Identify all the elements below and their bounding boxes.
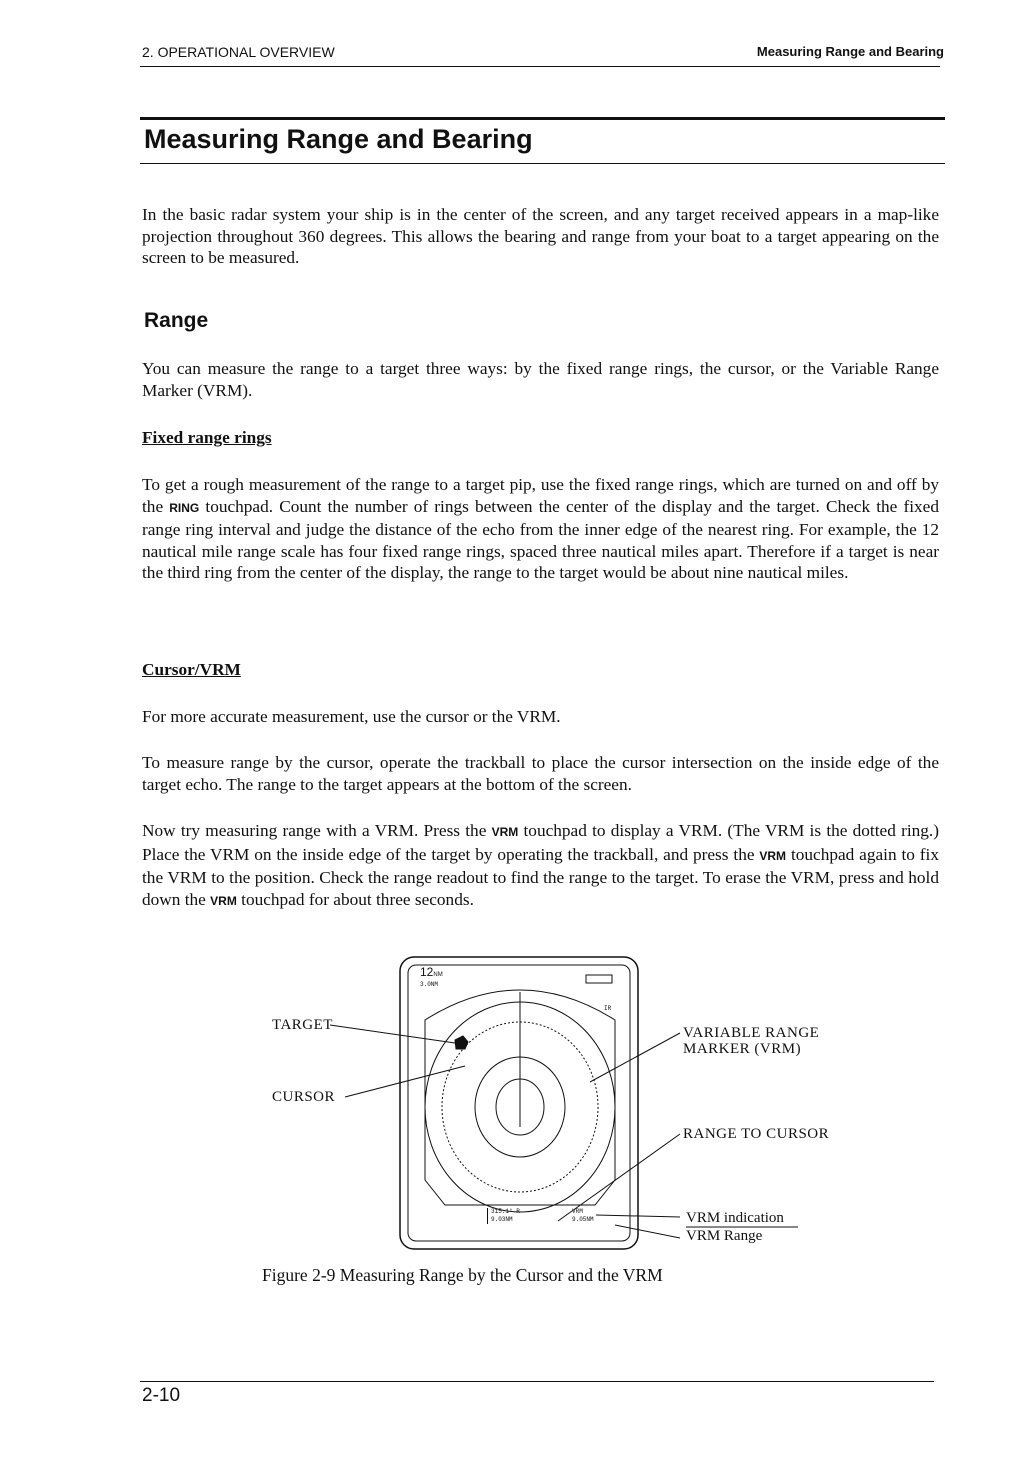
subheading-fixed-range-rings: Fixed range rings (142, 428, 272, 447)
vrm-readout: VRM 9.05NM (572, 1208, 594, 1223)
cursor-paragraph-1: For more accurate measurement, use the cursor or the VRM. (142, 707, 561, 726)
label-target: TARGET (272, 1017, 333, 1033)
label-cursor: CURSOR (272, 1089, 336, 1105)
subheading-cursor-vrm: Cursor/VRM (142, 660, 241, 679)
vrm-paragraph: Now try measuring range with a VRM. Press the VRM touchpad to display a VRM. (The VRM is the dotted ring.) Place the VRM on the inside edge of the target by operating the trackball, and press the VRM touchpad again to fix the VRM to the position. Check the range readout to find the range to the target. To erase the VRM, press and hold down the VRM touchpad for about three seconds. (142, 821, 939, 909)
intro-paragraph: In the basic radar system your ship is in the center of the screen, and any target received appears in a map-like projection throughout 360 degrees. This allows the bearing and range from your boat to a target appearing on the screen to be measured. (142, 205, 939, 267)
target-echo (455, 1036, 468, 1049)
radar-range-readout: 12NM (420, 965, 443, 979)
section-heading-range: Range (144, 309, 209, 332)
label-vrm-indication: VRM indication (686, 1210, 784, 1226)
indicator-box (586, 975, 612, 983)
range-paragraph: You can measure the range to a target three ways: by the fixed range rings, the cursor, or the Variable Range Marker (VRM). (142, 359, 939, 400)
vrm-range-leader (615, 1225, 680, 1238)
cursor-leader (345, 1066, 465, 1097)
label-vrm: VARIABLE RANGE MARKER (VRM) (683, 1025, 820, 1057)
page-title: Measuring Range and Bearing (144, 124, 533, 154)
label-vrm-range: VRM Range (686, 1228, 763, 1244)
label-range-to-cursor: RANGE TO CURSOR (683, 1126, 830, 1142)
target-leader (330, 1025, 455, 1043)
footer-divider (140, 1381, 934, 1382)
page-number: 2-10 (142, 1385, 181, 1406)
cursor-readout: 315.1° R 9.03NM (487, 1208, 520, 1224)
running-header-left: 2. OPERATIONAL OVERVIEW (142, 44, 335, 60)
ring-interval-readout: 3.0NM (420, 981, 439, 988)
running-header-right: Measuring Range and Bearing (756, 44, 944, 59)
cursor-paragraph-2: To measure range by the cursor, operate the trackball to place the cursor intersection on the inside edge of the target echo. The range to the target appears at the bottom of the screen. (142, 753, 939, 794)
figure-caption: Figure 2-9 Measuring Range by the Cursor and the VRM (262, 1265, 663, 1285)
mode-readout: IR (604, 1005, 612, 1012)
fixed-rings-paragraph: To get a rough measurement of the range to a target pip, use the fixed range rings, which are turned on and off by the RING touchpad. Count the number of rings between the center of the display and the target. Check the fixed range ring interval and judge the distance of the echo from the inner edge of the nearest ring. For example, the 12 nautical mile range scale has four fixed range rings, spaced three nautical miles apart. Therefore if a target is near the third ring from the center of the display, the range to the target would be about nine nautical miles. (142, 475, 939, 582)
